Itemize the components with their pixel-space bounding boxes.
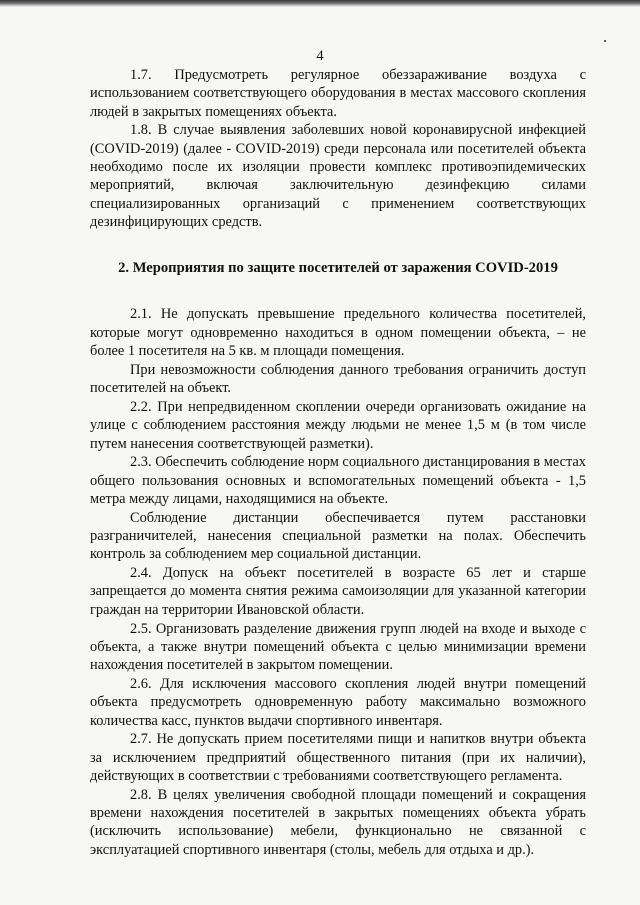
paragraph-2-3: 2.3. Обеспечить соблюдение норм социального дистанцирования в местах общего пользования основных и вспомогательных помещений объекта - 1,5 метра между лицами, находящимися на объекте.: [90, 454, 586, 507]
paragraph-2-5: 2.5. Организовать разделение движения групп людей на входе и выходе с объекта, а также внутри помещений объекта с целью минимизации времени нахождения посетителей в закрытом помещении.: [90, 620, 586, 674]
scan-top-edge: [0, 0, 640, 7]
paragraph-1-8: 1.8. В случае выявления заболевших новой коронавирусной инфекцией (COVID-2019) (далее - COVID-2019) среди персонала или посетителей объекта необходимо после их изоляции провести комплекс противоэпидемических мероприятий, включая заключительную дезинфекцию силами специализированных организаций с применением соответствующих дезинфицирующих средств.: [90, 122, 586, 230]
page-number: 4: [316, 48, 324, 64]
paragraph-2-1: 2.1. Не допускать превышение предельного количества посетителей, которые могут одновременно находиться в одном помещении объекта, – не более 1 посетителя на 5 кв. м площади помещения.: [90, 306, 586, 360]
scan-speck: [604, 40, 606, 42]
paragraph-2-4: 2.4. Допуск на объект посетителей в возрасте 65 лет и старше запрещается до момента снятия режима самоизоляции для указанной категории граждан на территории Ивановской области.: [90, 565, 586, 618]
paragraph-2-2: 2.2. При непредвиденном скоплении очереди организовать ожидание на улице с соблюдением расстояния между людьми не менее 1,5 м (в том числе путем нанесения соответствующей разметки).: [90, 398, 586, 452]
paragraph-2-7: 2.7. Не допускать прием посетителями пищи и напитков внутри объекта за исключением предприятий общественного питания (при их наличии), действующих в соответствии с требованиями соответствующего регламента.: [90, 731, 586, 784]
paragraph-2-1-note: При невозможности соблюдения данного требования ограничить доступ посетителей на объект.: [90, 361, 586, 397]
paragraph-1-7: 1.7. Предусмотреть регулярное обеззараживание воздуха с использованием соответствующего оборудования в местах массового скопления людей в закрытых помещениях объекта.: [90, 67, 586, 120]
paragraph-2-3-note: Соблюдение дистанции обеспечивается путем расстановки разграничителей, нанесения специальной разметки на полах. Обеспечить контроль за соблюдением мер социальной дистанции.: [90, 509, 586, 563]
document-body: [90, 66, 586, 859]
paragraph-2-8: 2.8. В целях увеличения свободной площади помещений и сокращения времени нахождения посетителей в закрытых помещениях объекта убрать (исключить использование) мебели, функционально не связанной с эксплуатацией спортивного инвентаря (столы, мебель для отдыха и др.).: [90, 786, 586, 858]
section-heading: 2. Мероприятия по защите посетителей от заражения COVID-2019: [118, 260, 558, 277]
paragraph-2-6: 2.6. Для исключения массового скопления людей внутри помещений объекта предусмотреть одновременную работу максимально возможного количества касс, пунктов выдачи спортивного инвентаря.: [90, 675, 586, 729]
